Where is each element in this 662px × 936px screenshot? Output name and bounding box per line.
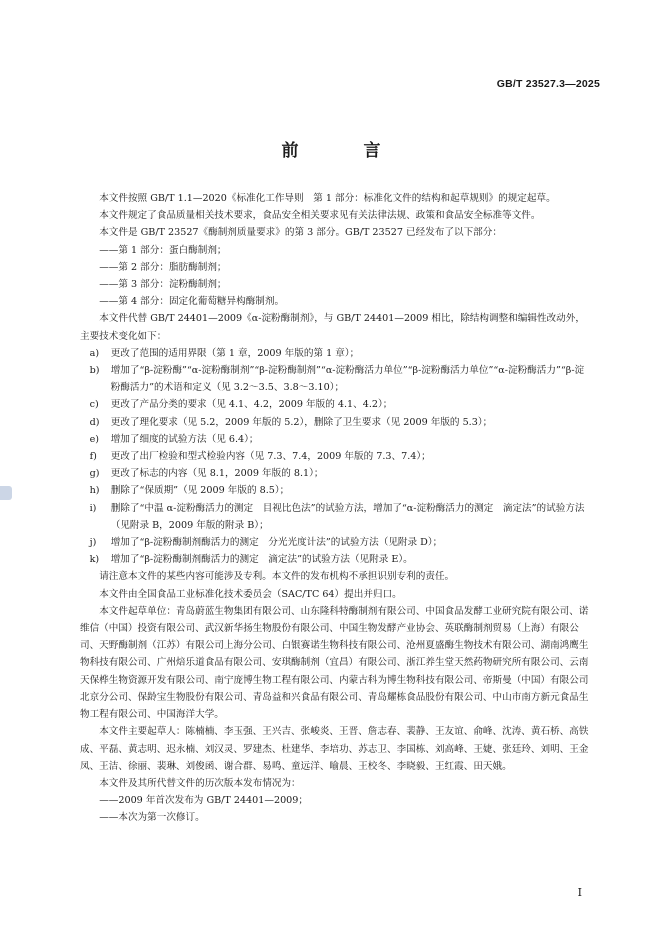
change-text: 更改了理化要求（见 5.2，2009 年版的 5.2），删除了卫生要求（见 2009 年版的 5.3）； [110,416,493,428]
change-text: 更改了产品分类的要求（见 4.1、4.2，2009 年版的 4.1、4.2）； [110,399,393,411]
paragraph-proposer: 本文件由全国食品工业标准化技术委员会（SAC/TC 64）提出并归口。 [99,588,402,600]
change-text: 增加了细度的试验方法（见 6.4）； [110,433,259,445]
page-number: I [577,886,582,899]
paragraph-scope-note: 本文件规定了食品质量相关技术要求，食品安全相关要求见有关法律法规、政策和食品安全标准等文件。 [99,210,541,222]
change-label: f) [89,451,97,463]
change-label: j) [89,537,97,549]
part-item: ——第 4 部分：固定化葡萄糖异构酶制剂。 [99,296,285,308]
paragraph-patent-note: 请注意本文件的某些内容可能涉及专利。本文件的发布机构不承担识别专利的责任。 [99,571,455,583]
change-item [80,465,590,482]
paragraph-drafting-rules: 本文件按照 GB/T 1.1—2020《标准化工作导则 第 1 部分：标准化文件的结构和起草规则》的规定起草。 [99,193,556,204]
change-item [80,482,590,499]
change-label: c) [89,399,99,411]
change-item [80,345,590,362]
change-item [80,414,590,431]
change-item [80,500,590,534]
part-item: ——第 1 部分：蛋白酶制剂； [99,244,227,256]
change-label: a) [89,347,100,359]
change-item [80,551,590,568]
paragraph-drafters: 本文件主要起草人：陈楠楠、李玉强、王兴吉、张峻炎、王晋、詹志春、裴静、王友谊、俞峰、沈涛、黄石桥、高铁成、平磊、黄志明、迟永楠、刘汉灵、罗建杰、杜建华、李培功、苏志卫、李国栋、刘高峰、王婕、张廷玲、刘明、王金凤、王洁、徐丽、裴琳、刘俊函、谢合群、易鸣、童远洋、喻晨、王校冬、李晓毅、王红霞、田天娥。 [80,726,589,772]
change-item [80,431,590,448]
change-text: 更改了出厂检验和型式检验内容（见 7.3、7.4，2009 年版的 7.3、7.4）； [110,451,431,463]
paragraph-replace-intro: 本文件代替 GB/T 24401—2009《α-淀粉酶制剂》，与 GB/T 24401—2009 相比，除结构调整和编辑性改动外，主要技术变化如下： [80,313,585,342]
document-body [80,190,590,827]
change-label: d) [89,416,100,428]
history-item: ——2009 年首次发布为 GB/T 24401—2009； [99,795,308,807]
standard-number: GB/T 23527.3—2025 [496,78,600,90]
paragraph-parts-intro: 本文件是 GB/T 23527《酶制剂质量要求》的第 3 部分。GB/T 23527 已经发布了以下部分： [99,227,502,239]
paragraph-drafting-units: 本文件起草单位：青岛蔚蓝生物集团有限公司、山东隆科特酶制剂有限公司、中国食品发酵工业研究院有限公司、诺维信（中国）投资有限公司、武汉新华扬生物股份有限公司、中国生物发酵产业协会、英联酶制剂贸易（上海）有限公司、天野酶制剂（江苏）有限公司上海分公司、白银赛诺生物科技有限公司、沧州夏盛酶生物技术有限公司、湖南鸿鹰生物科技有限公司、广州焙乐道食品有限公司、安琪酶制剂（宜昌）有限公司、浙江养生堂天然药物研究所有限公司、云南天保桦生物资源开发有限公司、南宁庞博生物工程有限公司、内蒙古科为博生物科技有限公司、帝斯曼（中国）有限公司北京分公司、保龄宝生物股份有限公司、青岛益和兴食品有限公司、青岛耀栋食品股份有限公司、中山市南方新元食品生物工程有限公司、中国海洋大学。 [80,605,589,721]
change-label: g) [89,468,100,480]
change-text: 更改了标志的内容（见 8.1，2009 年版的 8.1）； [110,468,324,480]
change-text: 更改了范围的适用界限（第 1 章，2009 年版的第 1 章）； [110,347,360,359]
change-item [80,448,590,465]
history-item: ——本次为第一次修订。 [99,812,205,824]
change-text: 增加了“β-淀粉酶制剂酶活力的测定 滴定法”的试验方法（见附录 E）。 [110,554,413,566]
change-text: 增加了“β-淀粉酶”“α-淀粉酶制剂”“β-淀粉酶制剂”“α-淀粉酶活力单位”“β-淀粉酶活力单位”“α-淀粉酶活力”“β-淀粉酶活力”的术语和定义（见 3.2～3.5、3.8～3.10）； [110,365,585,394]
part-item: ——第 2 部分：脂肪酶制剂； [99,261,227,273]
change-label: h) [89,485,100,497]
change-text: 删除了“中温 α-淀粉酶活力的测定 目视比色法”的试验方法，增加了“α-淀粉酶活力的测定 滴定法”的试验方法（见附录 B，2009 年版的附录 B）； [110,502,585,531]
change-label: e) [89,433,100,445]
change-item [80,396,590,413]
change-label: k) [89,554,100,566]
page-title: 前 言 [281,141,405,161]
part-item: ——第 3 部分：淀粉酶制剂； [99,279,227,291]
change-text: 增加了“β-淀粉酶制剂酶活力的测定 分光光度计法”的试验方法（见附录 D）； [110,537,443,549]
side-tab-marker [0,486,12,500]
change-item [80,362,590,396]
paragraph-history-intro: 本文件及其所代替文件的历次版本发布情况为： [99,777,301,789]
change-item [80,534,590,551]
change-label: i) [89,502,97,514]
change-label: b) [89,365,100,377]
change-text: 删除了“保质期”（见 2009 年版的 8.5）； [110,485,290,497]
